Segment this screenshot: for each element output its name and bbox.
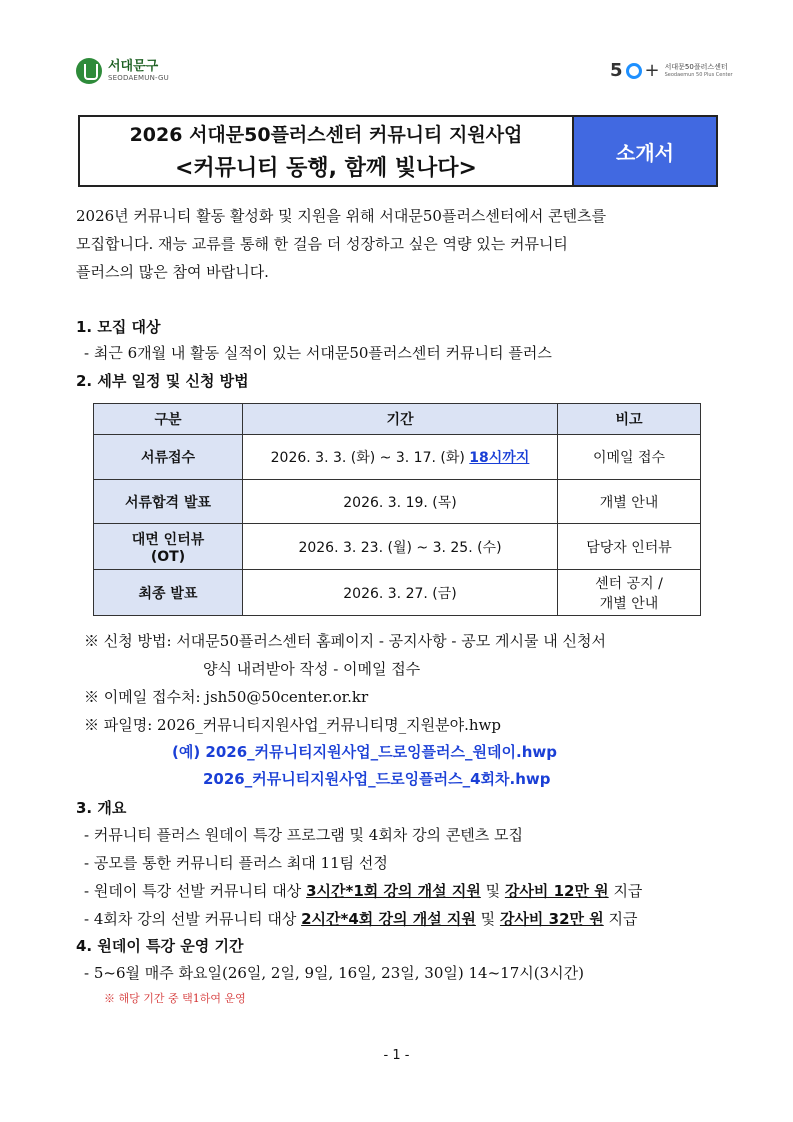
row-note: 이메일 접수 <box>558 435 701 480</box>
table-header: 비고 <box>558 404 701 435</box>
section-1-item: - 최근 6개월 내 활동 실적이 있는 서대문50플러스센터 커뮤니티 플러스 <box>84 344 552 362</box>
table-row <box>94 480 701 524</box>
title-line1: 2026 서대문50플러스센터 커뮤니티 지원사업 <box>129 124 523 146</box>
schedule-table <box>93 403 701 616</box>
page-number: - 1 - <box>383 1048 410 1063</box>
apply-method-line2: 양식 내려받아 작성 - 이메일 접수 <box>203 660 421 678</box>
overview-item: - 원데이 특강 선발 커뮤니티 대상 3시간*1회 강의 개설 지원 및 강사비 12만 원 지급 <box>84 882 643 900</box>
seodaemun-logo <box>76 58 169 84</box>
center-logo-plus: + <box>644 60 660 81</box>
row-period: 2026. 3. 23. (월) ~ 3. 25. (수) <box>243 524 558 570</box>
overview-item: - 4회차 강의 선발 커뮤니티 대상 2시간*4회 강의 개설 지원 및 강사비 32만 원 지급 <box>84 910 638 928</box>
logo-name: 서대문구 <box>108 59 159 74</box>
row-period: 2026. 3. 27. (금) <box>243 570 558 616</box>
intro-line: 모집합니다. 재능 교류를 통해 한 걸음 더 성장하고 싶은 역량 있는 커뮤니티 <box>76 235 568 253</box>
row-label: 서류합격 발표 <box>94 480 243 524</box>
filename-example-2: 2026_커뮤니티지원사업_드로잉플러스_4회차.hwp <box>203 770 551 788</box>
row-period: 2026. 3. 3. (화) ~ 3. 17. (화) 18시까지 <box>243 435 558 480</box>
overview-item: - 커뮤니티 플러스 원데이 특강 프로그램 및 4회차 강의 콘텐츠 모집 <box>84 826 524 844</box>
row-note: 담당자 인터뷰 <box>558 524 701 570</box>
center-logo <box>610 60 733 81</box>
table-row <box>94 524 701 570</box>
intro-line: 플러스의 많은 참여 바랍니다. <box>76 263 269 281</box>
center-logo-num: 5 <box>610 60 623 81</box>
filename-line: ※ 파일명: 2026_커뮤니티지원사업_커뮤니티명_지원분야.hwp <box>84 716 501 734</box>
logo-sub: SEODAEMUN-GU <box>108 74 169 82</box>
ring-icon <box>626 63 642 79</box>
section-2-title: 2. 세부 일정 및 신청 방법 <box>76 372 249 390</box>
table-header: 구분 <box>94 404 243 435</box>
table-row <box>94 435 701 480</box>
row-label: 대면 인터뷰 (OT) <box>94 524 243 570</box>
row-note: 센터 공지 / 개별 안내 <box>558 570 701 616</box>
email-line: ※ 이메일 접수처: jsh50@50center.or.kr <box>84 688 369 706</box>
row-label: 서류접수 <box>94 435 243 480</box>
table-header: 기간 <box>243 404 558 435</box>
apply-method-line1: ※ 신청 방법: 서대문50플러스센터 홈페이지 - 공지사항 - 공모 게시물 내 신청서 <box>84 632 606 650</box>
seodaemun-emblem-icon <box>76 58 102 84</box>
table-row <box>94 570 701 616</box>
intro-paragraph <box>76 202 726 286</box>
section-4-title: 4. 원데이 특강 운영 기간 <box>76 937 244 955</box>
row-period: 2026. 3. 19. (목) <box>243 480 558 524</box>
oneday-note: ※ 해당 기간 중 택1하여 운영 <box>104 992 246 1005</box>
center-logo-sub: Seodaemun 50 Plus Center <box>664 72 733 78</box>
row-label: 최종 발표 <box>94 570 243 616</box>
title-side-label: 소개서 <box>572 117 716 185</box>
oneday-period: - 5~6월 매주 화요일(26일, 2일, 9일, 16일, 23일, 30일) 14~17시(3시간) <box>84 964 584 982</box>
section-1-title: 1. 모집 대상 <box>76 318 161 336</box>
filename-example-1: (예) 2026_커뮤니티지원사업_드로잉플러스_원데이.hwp <box>172 743 557 761</box>
title-line2: <커뮤니티 동행, 함께 빛나다> <box>175 156 477 181</box>
overview-item: - 공모를 통한 커뮤니티 플러스 최대 11팀 선정 <box>84 854 388 872</box>
section-3-title: 3. 개요 <box>76 799 127 817</box>
row-note: 개별 안내 <box>558 480 701 524</box>
deadline-emphasis: 18시까지 <box>469 450 530 466</box>
intro-line: 2026년 커뮤니티 활동 활성화 및 지원을 위해 서대문50플러스센터에서 콘텐츠를 <box>76 207 607 225</box>
title-box <box>78 115 718 187</box>
center-logo-text: 서대문50플러스센터 <box>664 63 728 71</box>
